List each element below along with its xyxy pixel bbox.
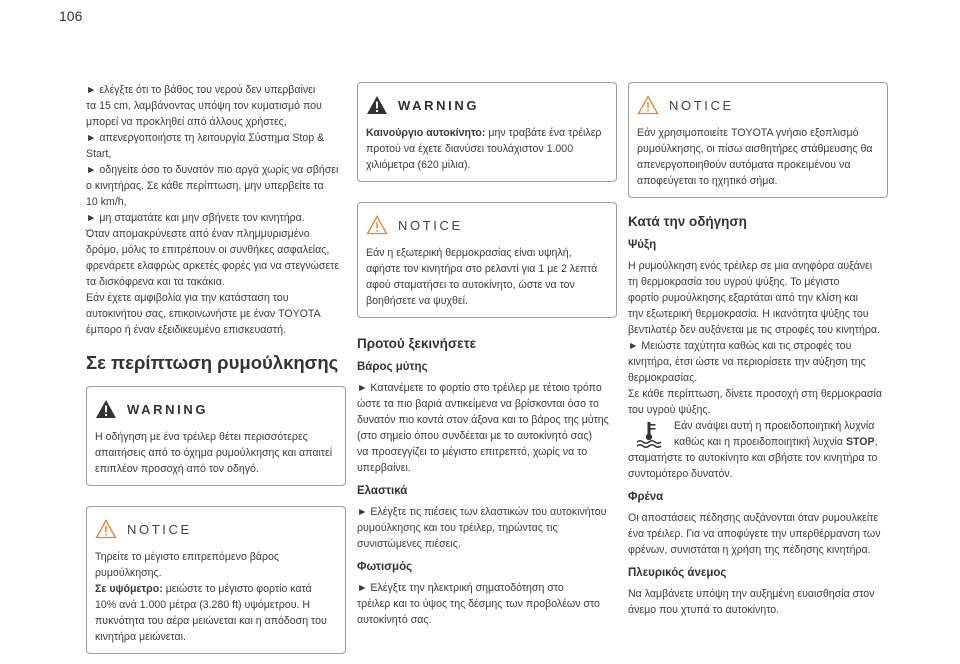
while-driving-heading: Κατά την οδήγηση	[628, 214, 747, 229]
section-title: Βάρος μύτης	[357, 361, 428, 373]
notice-triangle-icon	[637, 95, 659, 115]
crosswind-text: Να λαμβάνετε υπόψη την αυξημένη ευαισθησία στον άνεμο που χτυπά το αυτοκίνητο.	[628, 588, 875, 616]
warning-triangle-icon	[95, 399, 117, 419]
notice-text: Εάν χρησιμοποιείτε TOYOTA γνήσιο εξοπλισμό ρυμούλκησης, οι πίσω αισθητήρες στάθμευσης θα απενεργοποιηθούν αυτόματα προκειμένου να αποφεύγεται το ηχητικό σήμα.	[637, 127, 873, 187]
crosswind-title: Πλευρικός άνεμος	[628, 567, 727, 579]
warning-bold-label: Καινούργιο αυτοκίνητο:	[366, 127, 486, 139]
coolant-temperature-icon	[634, 420, 664, 448]
cooling-text: Η ρυμούλκηση ενός τρέιλερ σε μια ανηφόρα αυξάνει τη θερμοκρασία του υγρού ψύξης. Το μέγιστο φορτίο ρυμούλκησης εξαρτάται από την κλίση και την εξωτερική θερμοκρασία. Η ικανότητα ψύξης του βεντιλατέρ δεν αυξάνεται με τις στροφές του κινητήρα. ► Μειώστε ταχύτητα καθώς και τις στροφές του κινητήρα, έτσι ώστε να περιορίσετε την αύξηση της θερμοκρασίας. Σε κάθε περίπτωση, δίνετε προσοχή στη θερμοκρασία του υγρού ψύξης.	[628, 260, 882, 416]
warning-text: Καινούργιο αυτοκίνητο: μην τραβάτε ένα τρέιλερ προτού να έχετε διανύσει τουλάχιστον 1.000 χιλιόμετρα (620 μίλια).	[366, 127, 602, 171]
coolant-warning-text: Εάν ανάψει αυτή η προειδοποιητική λυχνία καθώς και η προειδοποιητική λυχνία STOP,	[674, 420, 878, 448]
section-text: ► Ελέγξτε την ηλεκτρική σηματοδότηση στο τρέιλερ και το ύψος της δέσμης των προβολέων στο αυτοκίνητό σας.	[357, 582, 600, 626]
brakes-title: Φρένα	[628, 491, 664, 503]
cooling-title: Ψύξη	[628, 239, 657, 251]
coolant-warning-note	[628, 418, 888, 450]
warning-title: WARNING	[127, 401, 209, 417]
warning-title: WARNING	[398, 97, 480, 113]
notice-text: Τηρείτε το μέγιστο επιτρεπόμενο βάρος ρυμούλκησης. Σε υψόμετρο: μειώστε το μέγιστο φορτίο κατά 10% ανά 1.000 μέτρα (3.280 ft) υψόμετρου. Η πυκνότητα του αέρα μειώνεται και η απόδοση του κινητήρα μειώνεται.	[95, 551, 327, 643]
notice-triangle-icon	[95, 519, 117, 539]
notice-title: NOTICE	[669, 97, 734, 113]
warning-box	[86, 386, 346, 486]
warning-box	[357, 82, 617, 182]
notice-triangle-icon	[366, 215, 388, 235]
brakes-text: Οι αποστάσεις πέδησης αυξάνονται όταν ρυμουλκείτε ένα τρέιλερ. Για να αποφύγετε την υπερθέρμανση των φρένων, συνιστάται η χρήση της πέδησης κινητήρα.	[628, 512, 881, 556]
section-title: Ελαστικά	[357, 485, 408, 497]
section-text: ► Κατανέμετε το φορτίο στο τρέιλερ με τέτοιο τρόπο ώστε τα πιο βαριά αντικείμενα να βρίσκονται όσο το δυνατόν πιο κοντά στον άξονα και το βάρος της μύτης (στο σημείο όπου συνδέεται με το αυτοκίνητό σας) να προσεγγίζει το μέγιστο επιτρεπτό, χωρίς να το υπερβαίνει.	[357, 382, 609, 474]
warning-triangle-icon	[366, 95, 388, 115]
notice-text: Εάν η εξωτερική θερμοκρασίας είναι υψηλή, αφήστε τον κινητήρα στο ρελαντί για 1 με 2 λεπτά αφού σταματήσει το αυτοκίνητο, ώστε να τον βοηθήσετε να ψυχθεί.	[366, 247, 598, 307]
section-title: Φωτισμός	[357, 561, 413, 573]
notice-box	[357, 202, 617, 318]
warning-text: Η οδήγηση με ένα τρέιλερ θέτει περισσότερες απαιτήσεις από το όχημα ρυμούλκησης και απαιτεί επιπλέον προσοχή από τον οδηγό.	[95, 431, 333, 475]
section-text: ► Ελέγξτε τις πιέσεις των ελαστικών του αυτοκινήτου ρυμούλκησης και του τρέιλερ, τηρώντας τις συνιστώμενες πιέσεις.	[357, 506, 607, 550]
notice-box	[86, 506, 346, 654]
column-3	[628, 82, 888, 618]
column-2	[357, 82, 617, 628]
notice-bold-label: Σε υψόμετρο:	[95, 583, 163, 595]
coolant-stop-text: σταματήστε το αυτοκίνητο και σβήστε τον κινητήρα το συντομότερο δυνατόν.	[628, 452, 878, 480]
flooded-road-instructions: ► ελέγξτε ότι το βάθος του νερού δεν υπερβαίνει τα 15 cm, λαμβάνοντας υπόψη τον κυματισμό που μπορεί να προκληθεί από άλλους χρήστες, ► απενεργοποιήστε τη λειτουργία Σύστημα Stop & Start, ► οδηγείτε όσο το δυνατόν πιο αργά χωρίς να σβήσει ο κινητήρας. Σε κάθε περίπτωση, μην υπερβείτε τα 10 km/h, ► μη σταματάτε και μην σβήνετε τον κινητήρα. Όταν απομακρύνεστε από έναν πλημμυρισμένο δρόμο, μόλις το επιτρέπουν οι συνθήκες ασφαλείας, φρενάρετε ελαφρώς αρκετές φορές για να στεγνώσετε τα δισκόφρενα και τα τακάκια. Εάν έχετε αμφιβολία για την κατάσταση του αυτοκινήτου σας, επικοινωνήστε με έναν TOYOTA έμπορο ή έναν εξειδικευμένο επισκευαστή.	[86, 84, 340, 336]
page-number: 106	[59, 8, 83, 24]
column-1	[86, 82, 346, 664]
notice-title: NOTICE	[127, 521, 192, 537]
towing-heading: Σε περίπτωση ρυμούλκησης	[86, 352, 339, 373]
notice-box	[628, 82, 888, 198]
notice-title: NOTICE	[398, 217, 463, 233]
before-starting-heading: Προτού ξεκινήσετε	[357, 336, 477, 351]
